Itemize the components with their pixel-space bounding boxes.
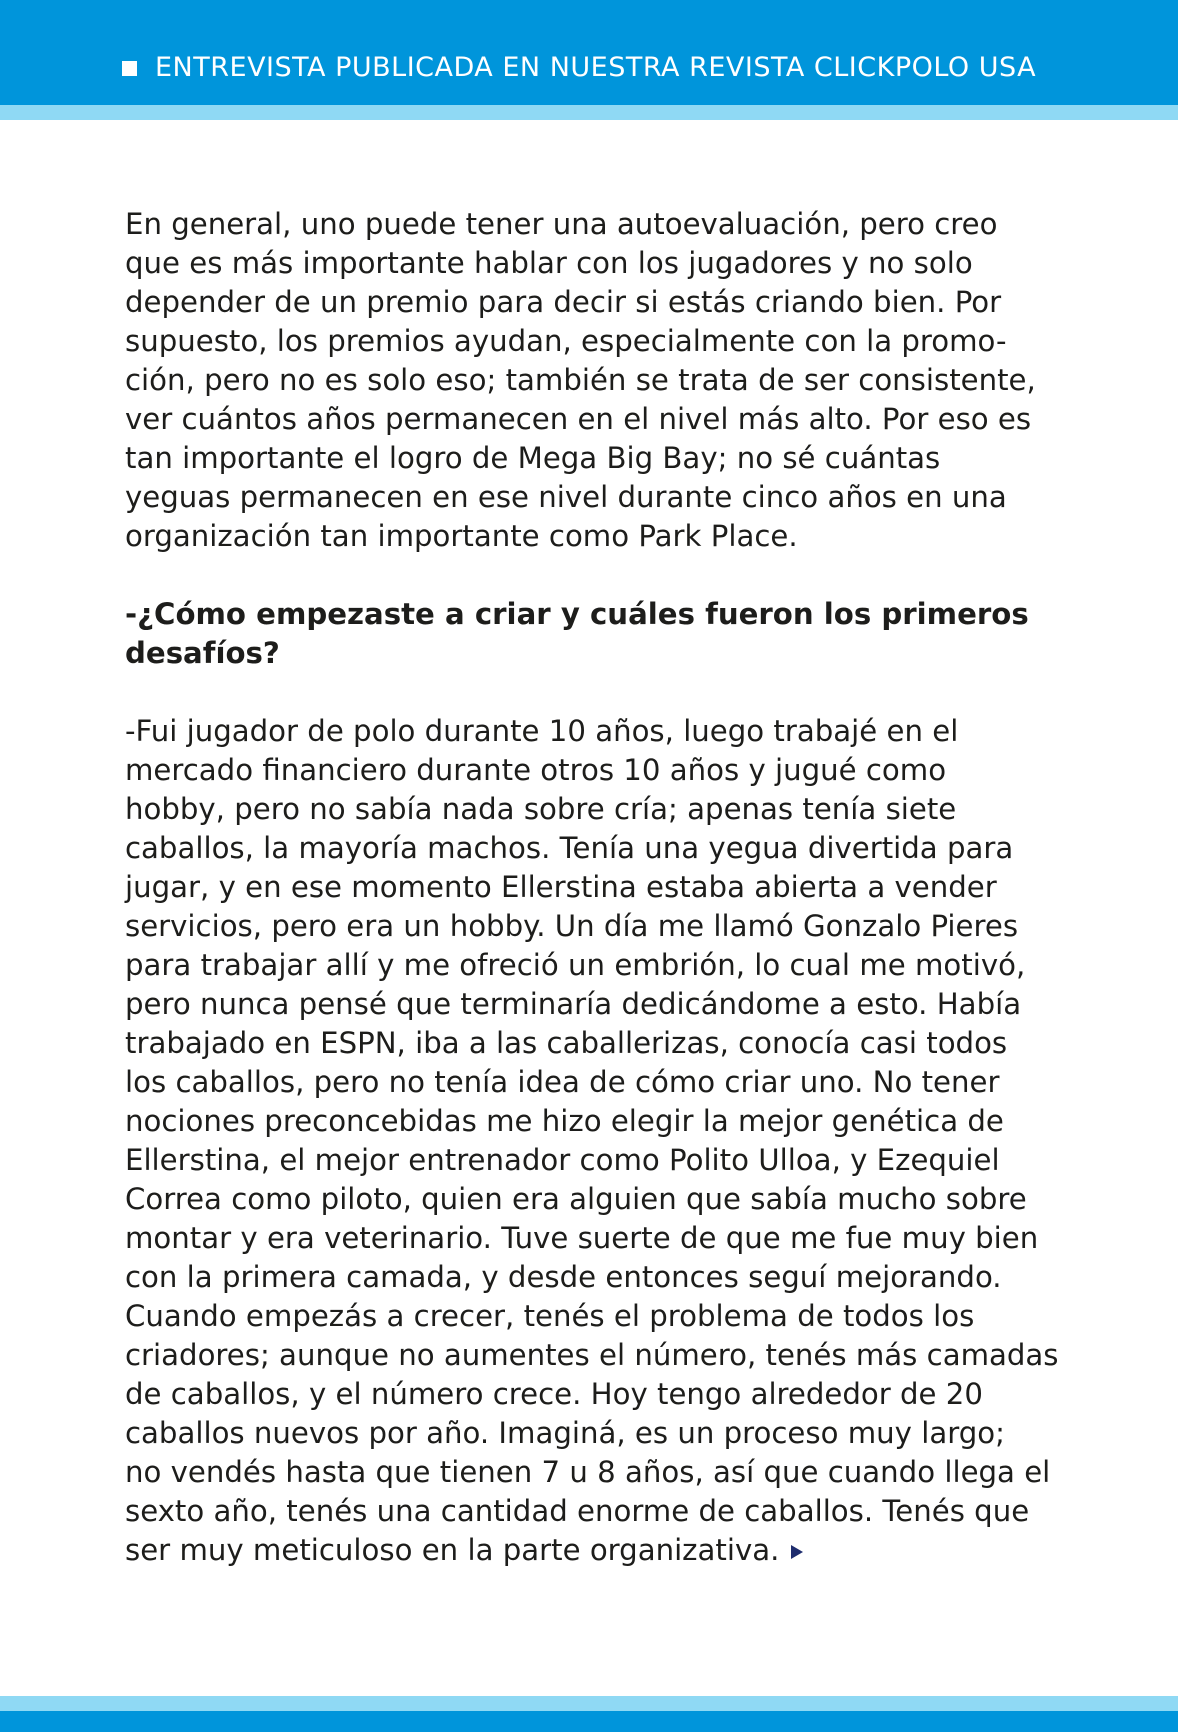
text-line: Cuando empezás a crecer, tenés el problema de todos los [125, 1299, 975, 1333]
last-text-line [125, 1531, 1095, 1570]
text-line: organización tan importante como Park Place. [125, 519, 798, 553]
paragraph-intro [125, 205, 1095, 556]
text-line: servicios, pero era un hobby. Un día me llamó Gonzalo Pieres [125, 909, 1019, 943]
text-line: yeguas permanecen en ese nivel durante cinco años en una [125, 480, 1007, 514]
text-line: ción, pero no es solo eso; también se trata de ser consistente, [125, 363, 1036, 397]
text-line: caballos, la mayoría machos. Tenía una yegua divertida para [125, 831, 1014, 865]
text-line: mercado financiero durante otros 10 años y jugué como [125, 753, 947, 787]
text-line: Correa como piloto, quien era alguien que sabía mucho sobre [125, 1182, 1027, 1216]
text-line: para trabajar allí y me ofreció un embrión, lo cual me motivó, [125, 948, 1026, 982]
text-line: pero nunca pensé que terminaría dedicándome a esto. Había [125, 987, 1022, 1021]
text-line: sexto año, tenés una cantidad enorme de caballos. Tenés que [125, 1494, 1030, 1528]
text-line: no vendés hasta que tienen 7 u 8 años, así que cuando llega el [125, 1455, 1051, 1489]
footer-stripe [0, 1696, 1178, 1711]
text-line: supuesto, los premios ayudan, especialmente con la promo- [125, 324, 1007, 358]
question-line: desafíos? [125, 636, 280, 670]
text-line: de caballos, y el número crece. Hoy tengo alrededor de 20 [125, 1377, 983, 1411]
text-line-content: ser muy meticuloso en la parte organizativa. [125, 1533, 780, 1567]
header-title: ENTREVISTA PUBLICADA EN NUESTRA REVISTA CLICKPOLO USA [155, 52, 1037, 83]
text-line: En general, uno puede tener una autoevaluación, pero creo [125, 207, 998, 241]
text-line: criadores; aunque no aumentes el número, tenés más camadas [125, 1338, 1059, 1372]
triangle-right-icon [791, 1545, 803, 1559]
text-line: depender de un premio para decir si estás criando bien. Por [125, 285, 1002, 319]
paragraph-answer [125, 712, 1095, 1570]
text-line: que es más importante hablar con los jugadores y no solo [125, 246, 973, 280]
text-line: -Fui jugador de polo durante 10 años, luego trabajé en el [125, 714, 959, 748]
footer-bar [0, 1711, 1178, 1732]
square-bullet-icon [122, 61, 137, 76]
header [122, 50, 1036, 86]
header-stripe [0, 105, 1178, 120]
article-body [125, 205, 1095, 1570]
text-line: tan importante el logro de Mega Big Bay; no sé cuántas [125, 441, 941, 475]
text-line: hobby, pero no sabía nada sobre cría; apenas tenía siete [125, 792, 957, 826]
text-line: con la primera camada, y desde entonces seguí mejorando. [125, 1260, 1002, 1294]
text-line: ver cuántos años permanecen en el nivel más alto. Por eso es [125, 402, 1032, 436]
text-line: jugar, y en ese momento Ellerstina estaba abierta a vender [125, 870, 997, 904]
text-line: los caballos, pero no tenía idea de cómo criar uno. No tener [125, 1065, 1000, 1099]
interview-question [125, 595, 1095, 673]
text-line: montar y era veterinario. Tuve suerte de que me fue muy bien [125, 1221, 1039, 1255]
text-line: Ellerstina, el mejor entrenador como Polito Ulloa, y Ezequiel [125, 1143, 1000, 1177]
text-line: caballos nuevos por año. Imaginá, es un proceso muy largo; [125, 1416, 1005, 1450]
text-line: nociones preconcebidas me hizo elegir la mejor genética de [125, 1104, 1004, 1138]
question-line: -¿Cómo empezaste a criar y cuáles fueron los primeros [125, 597, 1029, 631]
text-line: trabajado en ESPN, iba a las caballerizas, conocía casi todos [125, 1026, 1008, 1060]
